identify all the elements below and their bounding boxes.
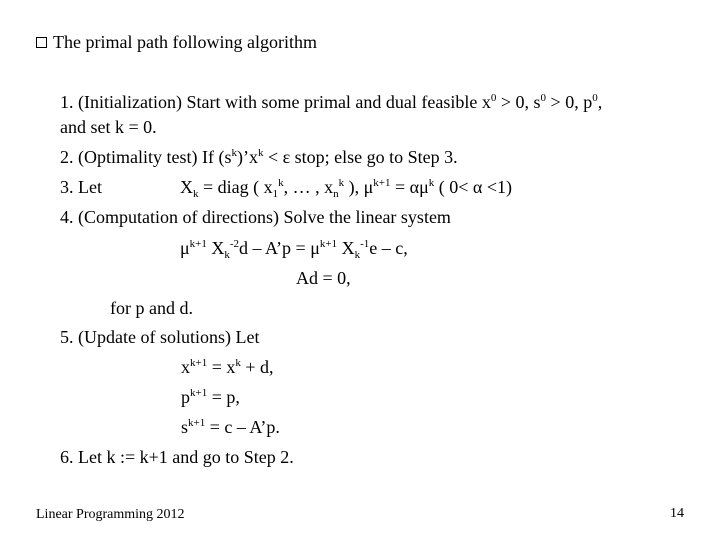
step-3-sub: 1 [272, 188, 279, 200]
step-2-sup: k [257, 147, 264, 159]
equation-1-sup: -1 [360, 238, 370, 250]
step-1-line [60, 91, 602, 113]
step-2-sup: k [231, 147, 237, 159]
equation-1-sup: k+1 [319, 238, 338, 250]
equation-2-text: Ad = 0, [296, 268, 351, 288]
step-2-text: < ε stop; else go to Step 3. [263, 147, 458, 167]
step-3-formula [180, 176, 512, 198]
update-x-text: = x [207, 357, 236, 377]
equation-1-text: X [206, 238, 225, 258]
step-2-text: 2. (Optimality test) If (s [60, 147, 232, 167]
equation-1-sub: k [354, 249, 361, 261]
equation-1-sup: k+1 [189, 238, 207, 250]
step-1-text: > 0, p [546, 92, 593, 112]
step-3-sup: k [278, 177, 284, 189]
update-s-text: = c – A’p. [205, 417, 280, 437]
step-3-label: 3. Let [60, 177, 102, 197]
slide-title [36, 31, 317, 53]
step-1-cont-text: and set k = 0. [60, 117, 157, 137]
update-x-sup: k+1 [190, 357, 208, 369]
step-4-for-line [110, 297, 193, 319]
step-4-text: 4. (Computation of directions) Solve the linear system [60, 207, 451, 227]
step-3-text: , … , x [283, 177, 334, 197]
step-3-text: ( 0< α <1) [434, 177, 512, 197]
step-1-text: 1. (Initialization) Start with some primal and dual feasible x [60, 92, 491, 112]
update-s-text: s [181, 417, 189, 437]
step-3-text: = diag ( x [198, 177, 273, 197]
update-x-text: x [181, 357, 190, 377]
step-1-text: > 0, s [496, 92, 541, 112]
step-5-text: 5. (Update of solutions) Let [60, 327, 260, 347]
equation-2 [296, 267, 351, 289]
step-6-text: 6. Let k := k+1 and go to Step 2. [60, 447, 294, 467]
equation-1-text: X [337, 238, 355, 258]
equation-1-text: μ [180, 238, 190, 258]
update-x-sup: k [235, 357, 241, 369]
step-5-line [60, 326, 259, 348]
step-1-continuation [60, 116, 157, 138]
update-p [181, 386, 240, 408]
step-3-text: X [180, 177, 193, 197]
equation-1-text: e – c, [369, 238, 408, 258]
update-p-text: = p, [207, 387, 240, 407]
step-3-sub: k [193, 188, 199, 200]
update-x [181, 356, 274, 378]
step-2-line [60, 146, 458, 168]
slide-footer: Linear Programming 2012 [36, 507, 185, 522]
step-4-for-text: for p and d. [110, 298, 193, 318]
step-3-sub: n [333, 188, 339, 200]
step-2-text: )’x [236, 147, 258, 167]
step-3-line [60, 176, 102, 198]
step-3-sup: k [338, 177, 345, 189]
update-p-text: p [181, 387, 190, 407]
step-3-sup: k [428, 177, 435, 189]
equation-1-text: d – A’p = μ [239, 238, 320, 258]
step-3-text: ), μ [344, 177, 374, 197]
step-1-text: , [597, 92, 603, 112]
page-number: 14 [670, 506, 684, 521]
equation-1 [180, 237, 408, 259]
step-1-sup: 0 [540, 92, 547, 104]
equation-1-sup: -2 [229, 238, 240, 250]
checkbox-bullet-icon [36, 37, 47, 48]
step-1-sup: 0 [490, 92, 497, 104]
update-p-sup: k+1 [190, 387, 208, 399]
step-4-line [60, 206, 451, 228]
step-3-sup: k+1 [373, 177, 391, 189]
update-x-text: + d, [240, 357, 274, 377]
step-1-sup: 0 [592, 92, 598, 104]
step-6-line [60, 446, 294, 468]
update-s [181, 416, 280, 438]
step-3-text: = αμ [390, 177, 429, 197]
title-text: The primal path following algorithm [53, 32, 317, 52]
equation-1-sub: k [224, 249, 230, 261]
update-s-sup: k+1 [188, 417, 206, 429]
